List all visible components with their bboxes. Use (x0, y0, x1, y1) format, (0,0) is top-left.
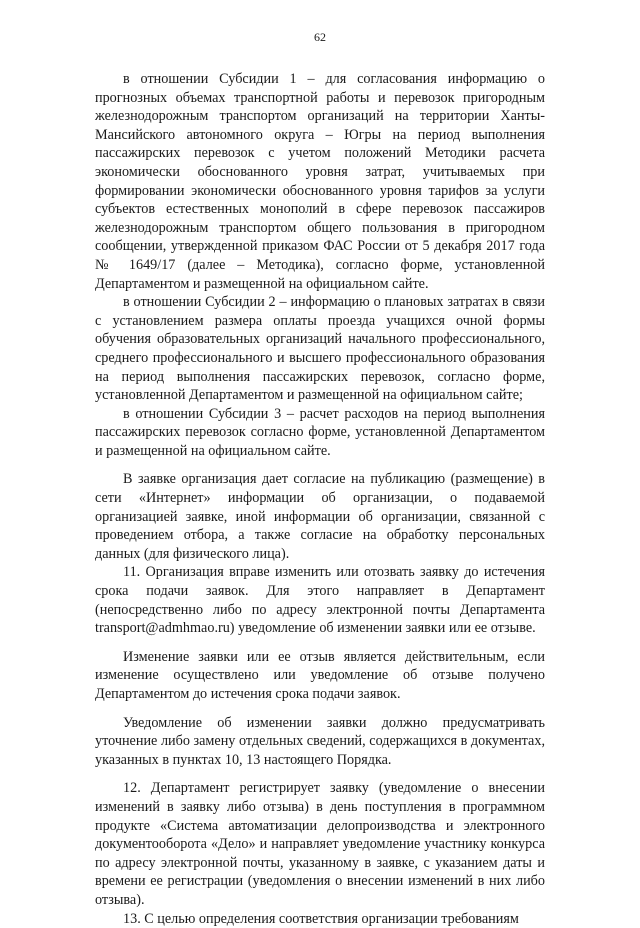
paragraph-subsidy-1: в отношении Субсидии 1 – для согласования информацию о прогнозных объемах транспортной работы и перевозок пригородным железнодорожным транспортом организаций на территории Ханты-Мансийского автономного округа – Югры на период выполнения пассажирских перевозок с учетом положений Методики расчета экономически обоснованного уровня затрат, учитываемых при формировании экономически обоснованного уровня тарифов за услуги субъектов естественных монополий в сфере перевозок пассажиров железнодорожным транспортом общего пользования в пригородном сообщении, утвержденной приказом ФАС России от 5 декабря 2017 года № 1649/17 (далее – Методика), согласно форме, установленной Департаментом и размещенной на официальном сайте. (95, 71, 545, 292)
paragraph-clause-12: 12. Департамент регистрирует заявку (уведомление о внесении изменений в заявку либо отзыва) в день поступления в программном продукте «Система автоматизации делопроизводства и электронного документооборота «Дело» и направляет уведомление участнику конкурса по адресу электронной почты, указанному в заявке, с указанием даты и времени ее регистрации (уведомления о внесении изменений в них либо отзыва). (95, 780, 545, 908)
paragraph-clause-11: 11. Организация вправе изменить или отозвать заявку до истечения срока подачи заявок. Для этого направляет в Департамент (непосредственно либо по адресу электронной почты Департамента transport@admhmao.ru) уведомление об изменении заявки или ее отзыве. (95, 564, 545, 637)
page-number: 62 (314, 30, 326, 44)
paragraph-change-validity: Изменение заявки или ее отзыв является действительным, если изменение осуществлено или уведомление об отзыве получено Департаментом до истечения срока подачи заявок. (95, 648, 545, 702)
paragraph-subsidy-3: в отношении Субсидии 3 – расчет расходов на период выполнения пассажирских перевозок согласно форме, установленной Департаментом и размещенной на официальном сайте. (95, 405, 545, 459)
paragraph-subsidy-2: в отношении Субсидии 2 – информацию о плановых затратах в связи с установлением размера оплаты проезда учащихся очной формы обучения образовательных организаций начального профессионального, среднего профессионального и высшего профессионального образования на период выполнения пассажирских перевозок, согласно форме, установленной Департаментом и размещенной на официальном сайте; (95, 294, 545, 404)
paragraph-consent: В заявке организация дает согласие на публикацию (размещение) в сети «Интернет» информации об организации, о подаваемой организацией заявке, иной информации об организации, связанной с проведением отбора, а также согласие на обработку персональных данных (для физического лица). (95, 471, 545, 562)
paragraph-clause-13: 13. С целью определения соответствия организации требованиям (123, 910, 519, 927)
document-body (95, 70, 545, 928)
paragraph-change-notice: Уведомление об изменении заявки должно предусматривать уточнение либо замену отдельных сведений, содержащихся в документах, указанных в пунктах 10, 13 настоящего Порядка. (95, 714, 545, 768)
